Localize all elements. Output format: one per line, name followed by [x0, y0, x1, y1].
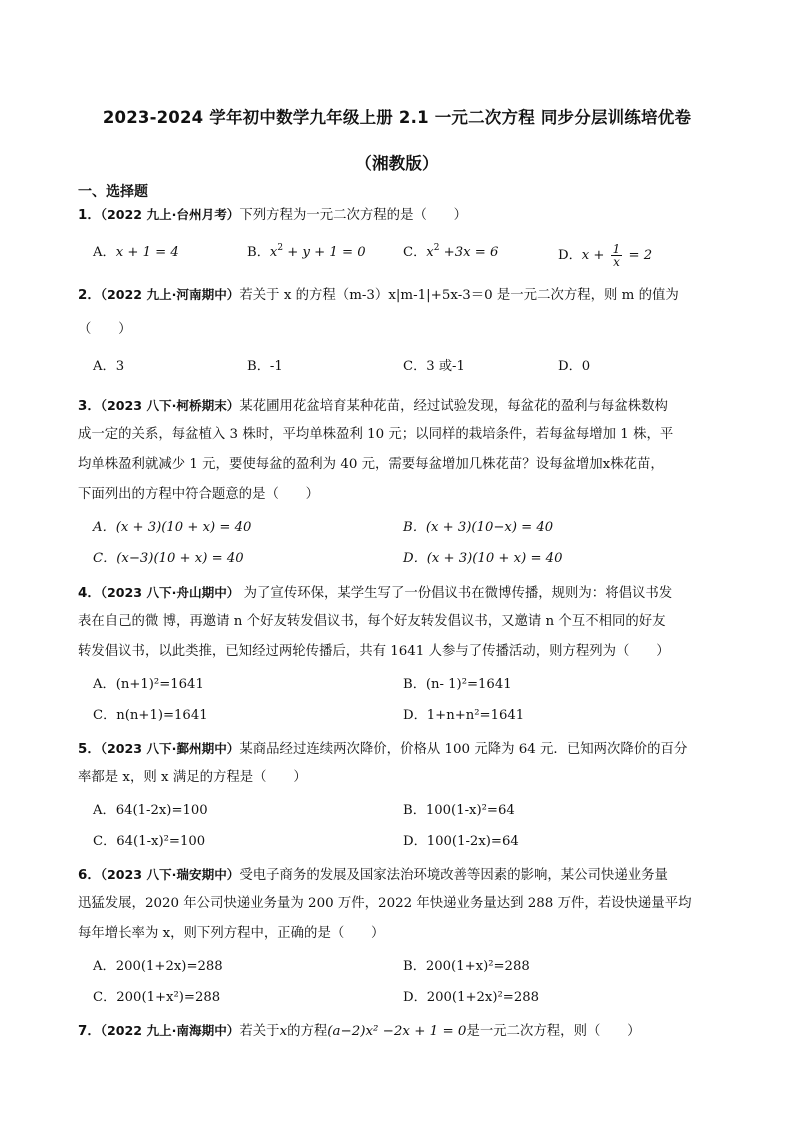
q5-option-d: D．100(1-2x)=64	[403, 834, 519, 849]
question-source: （2022 九上·南海期中）	[100, 1023, 240, 1038]
question-text: 是一元二次方程，则（ ）	[466, 1024, 641, 1039]
math-variable: x	[279, 1024, 288, 1039]
q1-option-a: A．x + 1 = 4	[93, 245, 179, 260]
question-text: 某商品经过连续两次降价，价格从 100 元降为 64 元．已知两次降价的百分	[239, 742, 688, 757]
question-6-stem	[78, 865, 718, 886]
question-6-line: 每年增长率为 x，则下列方程中，正确的是（ ）	[78, 926, 385, 941]
question-source: （2023 八下·舟山期中）	[100, 585, 240, 600]
q1-option-d: D．x + $\frac{1}{x}$ = 2	[558, 242, 653, 269]
q6-option-b: B．200(1+x)²=288	[403, 959, 530, 974]
q3-option-d: D．(x + 3)(10 + x) = 40	[403, 551, 563, 566]
q2-option-d: D．0	[558, 359, 591, 374]
question-2-stem	[78, 285, 718, 306]
question-number: 3．	[78, 399, 101, 414]
q4-option-c: C．n(n+1)=1641	[93, 708, 208, 723]
q3-option-a: A．(x + 3)(10 + x) = 40	[93, 520, 252, 535]
question-text: 为了宣传环保，某学生写了一份倡议书在微博传播，规则为：将倡议书发	[239, 586, 673, 601]
q2-option-b: B．-1	[247, 359, 283, 374]
q4-option-d: D．1+n+n²=1641	[403, 708, 525, 723]
question-3-stem	[78, 396, 718, 417]
q1-option-b: B．$x^2 + y + 1 = 0$	[247, 243, 366, 260]
question-source: （2022 九上·河南期中）	[100, 287, 240, 302]
question-4-line: 转发倡议书，以此类推，已知经过两轮传播后，共有 1641 人参与了传播活动，则方程列为（ ）	[78, 644, 670, 659]
question-6-line: 迅猛发展，2020 年公司快递业务量为 200 万件，2022 年快递业务量达到 288 万件，若设快递量平均	[78, 896, 692, 911]
question-3-line: 均单株盈利就减少 1 元，要使每盆的盈利为 40 元，需要每盆增加几株花苗？设每盆增加x株花苗，	[78, 457, 664, 472]
q2-option-c: C．3 或-1	[403, 359, 465, 374]
q5-option-b: B．100(1-x)²=64	[403, 803, 515, 818]
q2-option-a: A．3	[93, 359, 125, 374]
q5-option-c: C．64(1-x)²=100	[93, 834, 206, 849]
question-7-stem	[78, 1021, 718, 1042]
q4-option-a: A．(n+1)²=1641	[93, 677, 204, 692]
fraction: $\frac{1}{x}$	[612, 242, 621, 269]
question-number: 1．	[78, 208, 101, 223]
question-5-line: 率都是 x，则 x 满足的方程是（ ）	[78, 770, 307, 785]
q6-option-a: A．200(1+2x)=288	[93, 959, 223, 974]
question-number: 6．	[78, 868, 101, 883]
question-source: （2023 八下·柯桥期末）	[100, 398, 240, 413]
question-4-line: 表在自己的微 博，再邀请 n 个好友转发倡议书，每个好友转发倡议书，又邀请 n 个互不相同的好友	[78, 614, 666, 629]
question-number: 5．	[78, 742, 101, 757]
q6-option-c: C．200(1+x²)=288	[93, 990, 221, 1005]
question-text: 的方程	[287, 1024, 328, 1039]
question-text: 某花圃用花盆培育某种花苗，经过试验发现，每盆花的盈利与每盆株数构	[239, 399, 668, 414]
page-subtitle: （湘教版）	[355, 154, 439, 173]
question-text: 若关于 x 的方程（m-3）x|m-1|+5x-3＝0 是一元二次方程，则 m 的值为	[239, 288, 679, 303]
q3-option-b: B．(x + 3)(10−x) = 40	[403, 520, 554, 535]
question-4-stem	[78, 583, 718, 604]
question-3-line: 成一定的关系，每盆植入 3 株时，平均单株盈利 10 元；以同样的栽培条件，若每盆每增加 1 株，平	[78, 427, 674, 442]
question-number: 4．	[78, 586, 101, 601]
question-5-stem	[78, 739, 718, 760]
q3-option-c: C．(x−3)(10 + x) = 40	[93, 551, 244, 566]
q5-option-a: A．64(1-2x)=100	[93, 803, 208, 818]
question-source: （2023 八下·鄞州期中）	[100, 741, 240, 756]
question-text: 若关于	[239, 1024, 280, 1039]
question-source: （2022 九上·台州月考）	[100, 207, 240, 222]
q6-option-d: D．200(1+2x)²=288	[403, 990, 539, 1005]
question-text: 受电子商务的发展及国家法治环境改善等因素的影响，某公司快递业务量	[239, 868, 668, 883]
question-source: （2023 八下·瑞安期中）	[100, 867, 240, 882]
question-number: 2．	[78, 288, 101, 303]
q4-option-b: B．(n- 1)²=1641	[403, 677, 512, 692]
section-heading: 一、选择题	[78, 184, 148, 200]
question-3-line: 下面列出的方程中符合题意的是（ ）	[78, 487, 320, 502]
question-1-stem	[78, 205, 718, 226]
question-number: 7．	[78, 1024, 101, 1039]
page-title: 2023-2024 学年初中数学九年级上册 2.1 一元二次方程 同步分层训练培优卷	[102, 108, 692, 127]
math-equation: (a−2)x² −2x + 1 = 0	[327, 1024, 467, 1039]
question-text: 下列方程为一元二次方程的是（ ）	[239, 208, 468, 223]
q1-option-c: C．$x^2 +3x = 6$	[403, 243, 499, 260]
question-2-answer-blank: （ ）	[78, 322, 132, 337]
